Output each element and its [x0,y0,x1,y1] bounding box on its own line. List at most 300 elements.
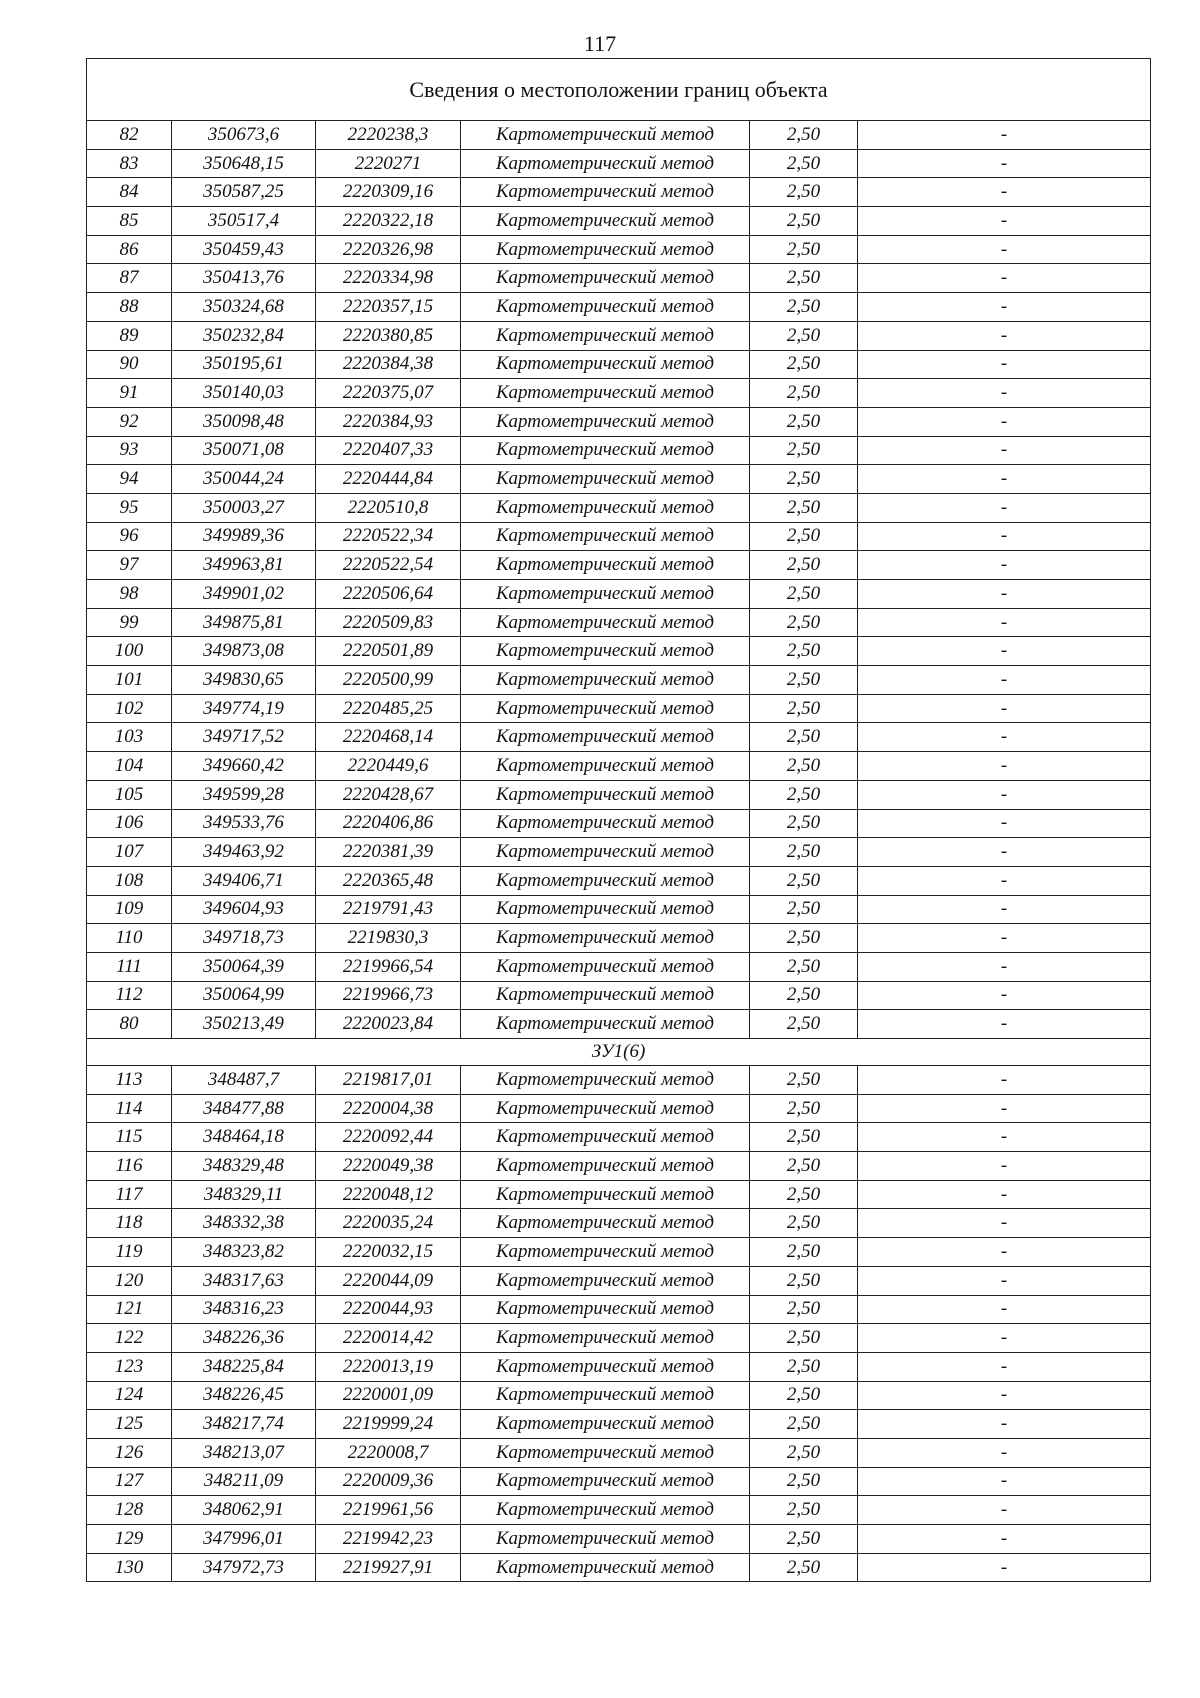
y-coordinate-cell: 2220004,38 [316,1094,461,1123]
point-number-cell: 96 [87,522,172,551]
table-row [87,379,1151,408]
y-coordinate-cell: 2220309,16 [316,178,461,207]
table-row [87,608,1151,637]
accuracy-cell: 2,50 [750,1295,858,1324]
table-row [87,723,1151,752]
x-coordinate-cell: 350213,49 [172,1010,316,1039]
method-cell: Картометрический метод [461,809,750,838]
x-coordinate-cell: 348213,07 [172,1438,316,1467]
description-cell: - [858,321,1151,350]
method-cell: Картометрический метод [461,1496,750,1525]
description-cell: - [858,551,1151,580]
point-number-cell: 112 [87,981,172,1010]
y-coordinate-cell: 2219791,43 [316,895,461,924]
y-coordinate-cell: 2219942,23 [316,1525,461,1554]
method-cell: Картометрический метод [461,1066,750,1095]
method-cell: Картометрический метод [461,723,750,752]
y-coordinate-cell: 2220444,84 [316,465,461,494]
method-cell: Картометрический метод [461,1010,750,1039]
y-coordinate-cell: 2220048,12 [316,1180,461,1209]
x-coordinate-cell: 350098,48 [172,407,316,436]
method-cell: Картометрический метод [461,264,750,293]
method-cell: Картометрический метод [461,752,750,781]
method-cell: Картометрический метод [461,780,750,809]
table-title-row [87,59,1151,121]
description-cell: - [858,235,1151,264]
method-cell: Картометрический метод [461,1094,750,1123]
y-coordinate-cell: 2219817,01 [316,1066,461,1095]
y-coordinate-cell: 2219830,3 [316,924,461,953]
accuracy-cell: 2,50 [750,465,858,494]
table-row [87,1381,1151,1410]
table-row [87,465,1151,494]
table-row [87,1180,1151,1209]
y-coordinate-cell: 2219927,91 [316,1553,461,1582]
method-cell: Картометрический метод [461,580,750,609]
table-row [87,780,1151,809]
x-coordinate-cell: 348316,23 [172,1295,316,1324]
x-coordinate-cell: 348477,88 [172,1094,316,1123]
description-cell: - [858,752,1151,781]
table-row [87,1266,1151,1295]
point-number-cell: 80 [87,1010,172,1039]
method-cell: Картометрический метод [461,1123,750,1152]
point-number-cell: 85 [87,207,172,236]
accuracy-cell: 2,50 [750,752,858,781]
x-coordinate-cell: 350413,76 [172,264,316,293]
description-cell: - [858,580,1151,609]
point-number-cell: 94 [87,465,172,494]
point-number-cell: 120 [87,1266,172,1295]
description-cell: - [858,981,1151,1010]
point-number-cell: 111 [87,952,172,981]
section-row [87,1039,1151,1066]
accuracy-cell: 2,50 [750,924,858,953]
point-number-cell: 126 [87,1438,172,1467]
method-cell: Картометрический метод [461,1324,750,1353]
point-number-cell: 108 [87,866,172,895]
description-cell: - [858,1352,1151,1381]
accuracy-cell: 2,50 [750,981,858,1010]
accuracy-cell: 2,50 [750,1324,858,1353]
x-coordinate-cell: 349774,19 [172,694,316,723]
point-number-cell: 128 [87,1496,172,1525]
x-coordinate-cell: 349901,02 [172,580,316,609]
table-row [87,1467,1151,1496]
table-row [87,264,1151,293]
x-coordinate-cell: 348329,48 [172,1152,316,1181]
page-number: 117 [583,31,617,56]
x-coordinate-cell: 350324,68 [172,293,316,322]
table-row [87,1438,1151,1467]
y-coordinate-cell: 2220001,09 [316,1381,461,1410]
x-coordinate-cell: 350064,99 [172,981,316,1010]
x-coordinate-cell: 349830,65 [172,666,316,695]
point-number-cell: 103 [87,723,172,752]
accuracy-cell: 2,50 [750,580,858,609]
description-cell: - [858,1180,1151,1209]
description-cell: - [858,1438,1151,1467]
table-row [87,121,1151,150]
table-row [87,1525,1151,1554]
table-row [87,694,1151,723]
point-number-cell: 116 [87,1152,172,1181]
accuracy-cell: 2,50 [750,1010,858,1039]
method-cell: Картометрический метод [461,149,750,178]
method-cell: Картометрический метод [461,1525,750,1554]
description-cell: - [858,838,1151,867]
y-coordinate-cell: 2220506,64 [316,580,461,609]
section-label: ЗУ1(6) [87,1039,1151,1066]
method-cell: Картометрический метод [461,522,750,551]
table-row [87,235,1151,264]
table-row [87,350,1151,379]
description-cell: - [858,780,1151,809]
y-coordinate-cell: 2220014,42 [316,1324,461,1353]
point-number-cell: 98 [87,580,172,609]
point-number-cell: 87 [87,264,172,293]
method-cell: Картометрический метод [461,321,750,350]
method-cell: Картометрический метод [461,379,750,408]
table-row [87,1066,1151,1095]
description-cell: - [858,264,1151,293]
point-number-cell: 121 [87,1295,172,1324]
point-number-cell: 106 [87,809,172,838]
x-coordinate-cell: 348487,7 [172,1066,316,1095]
point-number-cell: 95 [87,493,172,522]
table-row [87,321,1151,350]
description-cell: - [858,379,1151,408]
accuracy-cell: 2,50 [750,1123,858,1152]
x-coordinate-cell: 349599,28 [172,780,316,809]
description-cell: - [858,809,1151,838]
method-cell: Картометрический метод [461,895,750,924]
description-cell: - [858,407,1151,436]
point-number-cell: 125 [87,1410,172,1439]
x-coordinate-cell: 348317,63 [172,1266,316,1295]
y-coordinate-cell: 2220023,84 [316,1010,461,1039]
table-row [87,1238,1151,1267]
description-cell: - [858,436,1151,465]
method-cell: Картометрический метод [461,608,750,637]
x-coordinate-cell: 348217,74 [172,1410,316,1439]
description-cell: - [858,1525,1151,1554]
point-number-cell: 99 [87,608,172,637]
accuracy-cell: 2,50 [750,780,858,809]
y-coordinate-cell: 2219961,56 [316,1496,461,1525]
method-cell: Картометрический метод [461,1266,750,1295]
accuracy-cell: 2,50 [750,1180,858,1209]
description-cell: - [858,1410,1151,1439]
x-coordinate-cell: 347972,73 [172,1553,316,1582]
point-number-cell: 86 [87,235,172,264]
table-row [87,895,1151,924]
y-coordinate-cell: 2220510,8 [316,493,461,522]
method-cell: Картометрический метод [461,551,750,580]
table-row [87,551,1151,580]
x-coordinate-cell: 349989,36 [172,522,316,551]
accuracy-cell: 2,50 [750,1152,858,1181]
point-number-cell: 82 [87,121,172,150]
method-cell: Картометрический метод [461,235,750,264]
x-coordinate-cell: 349660,42 [172,752,316,781]
description-cell: - [858,1467,1151,1496]
point-number-cell: 91 [87,379,172,408]
accuracy-cell: 2,50 [750,350,858,379]
point-number-cell: 110 [87,924,172,953]
point-number-cell: 88 [87,293,172,322]
description-cell: - [858,1496,1151,1525]
table-row [87,1010,1151,1039]
y-coordinate-cell: 2220357,15 [316,293,461,322]
x-coordinate-cell: 350648,15 [172,149,316,178]
accuracy-cell: 2,50 [750,293,858,322]
point-number-cell: 105 [87,780,172,809]
description-cell: - [858,1381,1151,1410]
x-coordinate-cell: 349604,93 [172,895,316,924]
x-coordinate-cell: 350232,84 [172,321,316,350]
accuracy-cell: 2,50 [750,436,858,465]
method-cell: Картометрический метод [461,866,750,895]
table-row [87,493,1151,522]
y-coordinate-cell: 2220407,33 [316,436,461,465]
accuracy-cell: 2,50 [750,1238,858,1267]
y-coordinate-cell: 2220485,25 [316,694,461,723]
point-number-cell: 127 [87,1467,172,1496]
accuracy-cell: 2,50 [750,321,858,350]
table-row [87,952,1151,981]
method-cell: Картометрический метод [461,350,750,379]
x-coordinate-cell: 348464,18 [172,1123,316,1152]
table-row [87,1352,1151,1381]
description-cell: - [858,1553,1151,1582]
y-coordinate-cell: 2220238,3 [316,121,461,150]
point-number-cell: 107 [87,838,172,867]
accuracy-cell: 2,50 [750,723,858,752]
accuracy-cell: 2,50 [750,264,858,293]
method-cell: Картометрический метод [461,1467,750,1496]
y-coordinate-cell: 2220326,98 [316,235,461,264]
table-row [87,866,1151,895]
description-cell: - [858,608,1151,637]
boundary-table [86,58,1151,1582]
x-coordinate-cell: 350003,27 [172,493,316,522]
y-coordinate-cell: 2220522,34 [316,522,461,551]
y-coordinate-cell: 2220501,89 [316,637,461,666]
accuracy-cell: 2,50 [750,637,858,666]
description-cell: - [858,866,1151,895]
x-coordinate-cell: 348226,45 [172,1381,316,1410]
accuracy-cell: 2,50 [750,1525,858,1554]
table-row [87,981,1151,1010]
description-cell: - [858,1152,1151,1181]
accuracy-cell: 2,50 [750,493,858,522]
description-cell: - [858,465,1151,494]
method-cell: Картометрический метод [461,666,750,695]
method-cell: Картометрический метод [461,981,750,1010]
x-coordinate-cell: 349717,52 [172,723,316,752]
method-cell: Картометрический метод [461,637,750,666]
accuracy-cell: 2,50 [750,121,858,150]
x-coordinate-cell: 348226,36 [172,1324,316,1353]
accuracy-cell: 2,50 [750,1066,858,1095]
x-coordinate-cell: 349875,81 [172,608,316,637]
y-coordinate-cell: 2220271 [316,149,461,178]
table-row [87,407,1151,436]
point-number-cell: 104 [87,752,172,781]
y-coordinate-cell: 2219999,24 [316,1410,461,1439]
x-coordinate-cell: 348211,09 [172,1467,316,1496]
x-coordinate-cell: 348225,84 [172,1352,316,1381]
point-number-cell: 114 [87,1094,172,1123]
method-cell: Картометрический метод [461,1553,750,1582]
description-cell: - [858,178,1151,207]
accuracy-cell: 2,50 [750,551,858,580]
description-cell: - [858,1266,1151,1295]
x-coordinate-cell: 350459,43 [172,235,316,264]
accuracy-cell: 2,50 [750,866,858,895]
method-cell: Картометрический метод [461,924,750,953]
y-coordinate-cell: 2220035,24 [316,1209,461,1238]
description-cell: - [858,723,1151,752]
accuracy-cell: 2,50 [750,379,858,408]
description-cell: - [858,924,1151,953]
x-coordinate-cell: 350195,61 [172,350,316,379]
description-cell: - [858,522,1151,551]
table-row [87,149,1151,178]
accuracy-cell: 2,50 [750,522,858,551]
x-coordinate-cell: 348332,38 [172,1209,316,1238]
method-cell: Картометрический метод [461,121,750,150]
accuracy-cell: 2,50 [750,1381,858,1410]
table-row [87,1324,1151,1353]
point-number-cell: 109 [87,895,172,924]
accuracy-cell: 2,50 [750,1352,858,1381]
point-number-cell: 124 [87,1381,172,1410]
point-number-cell: 84 [87,178,172,207]
description-cell: - [858,1295,1151,1324]
accuracy-cell: 2,50 [750,1094,858,1123]
table-row [87,1152,1151,1181]
point-number-cell: 89 [87,321,172,350]
table-row [87,1553,1151,1582]
table-row [87,293,1151,322]
y-coordinate-cell: 2220008,7 [316,1438,461,1467]
accuracy-cell: 2,50 [750,694,858,723]
x-coordinate-cell: 347996,01 [172,1525,316,1554]
y-coordinate-cell: 2220384,93 [316,407,461,436]
description-cell: - [858,694,1151,723]
table-row [87,178,1151,207]
accuracy-cell: 2,50 [750,895,858,924]
table-row [87,522,1151,551]
method-cell: Картометрический метод [461,838,750,867]
y-coordinate-cell: 2220334,98 [316,264,461,293]
x-coordinate-cell: 348329,11 [172,1180,316,1209]
description-cell: - [858,149,1151,178]
table-row [87,1295,1151,1324]
point-number-cell: 102 [87,694,172,723]
description-cell: - [858,637,1151,666]
point-number-cell: 90 [87,350,172,379]
method-cell: Картометрический метод [461,1381,750,1410]
y-coordinate-cell: 2220032,15 [316,1238,461,1267]
point-number-cell: 100 [87,637,172,666]
point-number-cell: 115 [87,1123,172,1152]
accuracy-cell: 2,50 [750,1209,858,1238]
point-number-cell: 93 [87,436,172,465]
point-number-cell: 117 [87,1180,172,1209]
accuracy-cell: 2,50 [750,178,858,207]
description-cell: - [858,207,1151,236]
table-row [87,637,1151,666]
table-row [87,809,1151,838]
accuracy-cell: 2,50 [750,838,858,867]
point-number-cell: 92 [87,407,172,436]
description-cell: - [858,293,1151,322]
x-coordinate-cell: 350517,4 [172,207,316,236]
point-number-cell: 113 [87,1066,172,1095]
point-number-cell: 130 [87,1553,172,1582]
y-coordinate-cell: 2220384,38 [316,350,461,379]
x-coordinate-cell: 350044,24 [172,465,316,494]
y-coordinate-cell: 2220375,07 [316,379,461,408]
y-coordinate-cell: 2220381,39 [316,838,461,867]
y-coordinate-cell: 2220092,44 [316,1123,461,1152]
method-cell: Картометрический метод [461,1209,750,1238]
accuracy-cell: 2,50 [750,1438,858,1467]
method-cell: Картометрический метод [461,1152,750,1181]
method-cell: Картометрический метод [461,178,750,207]
table-row [87,1094,1151,1123]
method-cell: Картометрический метод [461,1438,750,1467]
y-coordinate-cell: 2220428,67 [316,780,461,809]
table-row [87,207,1151,236]
method-cell: Картометрический метод [461,1410,750,1439]
description-cell: - [858,895,1151,924]
description-cell: - [858,1324,1151,1353]
accuracy-cell: 2,50 [750,1553,858,1582]
point-number-cell: 83 [87,149,172,178]
accuracy-cell: 2,50 [750,608,858,637]
method-cell: Картометрический метод [461,694,750,723]
y-coordinate-cell: 2220049,38 [316,1152,461,1181]
y-coordinate-cell: 2220009,36 [316,1467,461,1496]
point-number-cell: 123 [87,1352,172,1381]
table-row [87,666,1151,695]
y-coordinate-cell: 2220322,18 [316,207,461,236]
method-cell: Картометрический метод [461,1238,750,1267]
y-coordinate-cell: 2220509,83 [316,608,461,637]
point-number-cell: 119 [87,1238,172,1267]
x-coordinate-cell: 350140,03 [172,379,316,408]
accuracy-cell: 2,50 [750,235,858,264]
description-cell: - [858,666,1151,695]
point-number-cell: 97 [87,551,172,580]
method-cell: Картометрический метод [461,1295,750,1324]
point-number-cell: 101 [87,666,172,695]
x-coordinate-cell: 349406,71 [172,866,316,895]
accuracy-cell: 2,50 [750,1467,858,1496]
table-row [87,924,1151,953]
table-row [87,1496,1151,1525]
description-cell: - [858,1094,1151,1123]
table-row [87,752,1151,781]
accuracy-cell: 2,50 [750,407,858,436]
accuracy-cell: 2,50 [750,952,858,981]
description-cell: - [858,121,1151,150]
x-coordinate-cell: 349463,92 [172,838,316,867]
